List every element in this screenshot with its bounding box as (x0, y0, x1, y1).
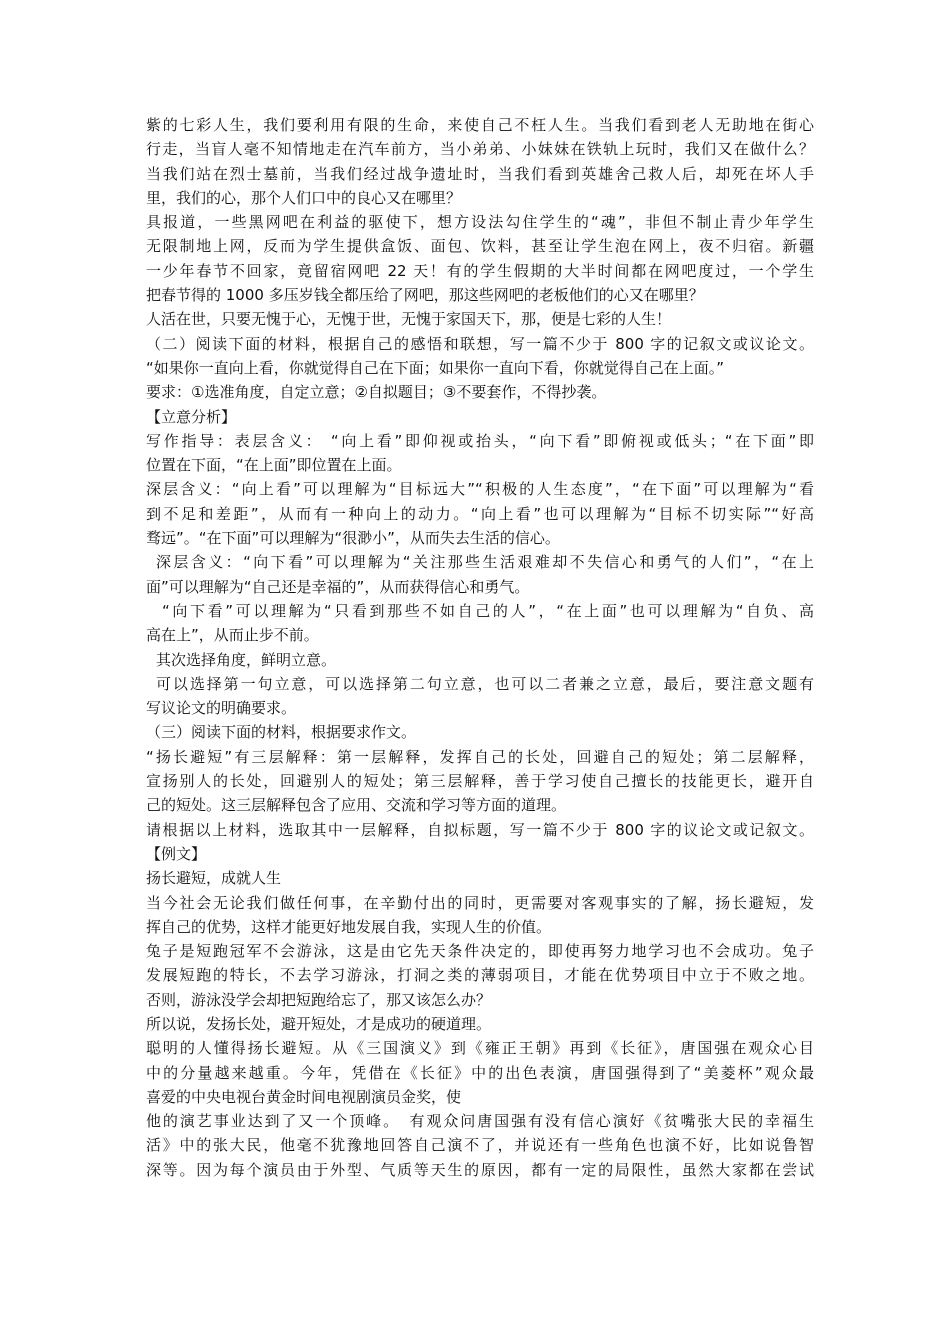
text-line: 聪明的人懂得扬长避短。从《三国演义》到《雍正王朝》再到《长征》，唐国强在观众心目 (146, 1039, 814, 1058)
text-line: 一少年春节不回家，竟留宿网吧 22 天！有的学生假期的大半时间都在网吧度过，一个学生 (146, 261, 814, 280)
text-line: 深等。因为每个演员由于外型、气质等天生的原因，都有一定的局限性，虽然大家都在尝试 (146, 1160, 814, 1179)
text-line: 面”可以理解为“自己还是幸福的”，从而获得信心和勇气。 (146, 577, 530, 596)
text-line: 深层含义：“向下看”可以理解为“关注那些生活艰难却不失信心和勇气的人们”，“在上 (156, 553, 814, 572)
text-line: 紫的七彩人生，我们要利用有限的生命，来使自己不枉人生。当我们看到老人无助地在街心 (146, 116, 814, 134)
text-line: 把春节得的 1000 多压岁钱全都压给了网吧，那这些网吧的老板他们的心又在哪里？ (146, 286, 704, 305)
document-body (146, 113, 814, 1182)
text-line: 宣扬别人的长处，回避别人的短处；第三层解释，善于学习使自己擅长的技能更长，避开自 (146, 772, 814, 791)
text-line: 具报道，一些黑网吧在利益的驱使下，想方设法勾住学生的“魂”，非但不制止青少年学生 (146, 213, 814, 232)
text-line: （二）阅读下面的材料，根据自己的感悟和联想，写一篇不少于 800 字的记叙文或议论文。 (146, 334, 814, 353)
section-heading: 【例文】 (146, 844, 207, 863)
text-line: 深层含义：“向上看”可以理解为“目标远大”“积极的人生态度”，“在下面”可以理解为“看 (146, 480, 814, 499)
text-line: 活》中的张大民，他毫不犹豫地回答自己演不了，并说还有一些角色也演不好，比如说鲁智 (146, 1136, 814, 1155)
text-line: 高在上”，从而止步不前。 (146, 626, 319, 645)
text-line: “如果你一直向上看，你就觉得自己在下面；如果你一直向下看，你就觉得自己在上面。” (146, 358, 725, 377)
text-line: 到不足和差距”，从而有一种向上的动力。“向上看”也可以理解为“目标不切实际”“好高 (146, 504, 814, 523)
text-line: 挥自己的优势，这样才能更好地发展自我，实现人生的价值。 (146, 917, 552, 936)
essay-title: 扬长避短，成就人生 (146, 869, 282, 888)
text-line: 骛远”。“在下面”可以理解为“很渺小”，从而失去生活的信心。 (146, 529, 560, 548)
text-line: 请根据以上材料，选取其中一层解释，自拟标题，写一篇不少于 800 字的议论文或记叙文。 (146, 820, 814, 839)
text-line: 其次选择角度，鲜明立意。 (156, 650, 337, 669)
text-line: 己的短处。这三层解释包含了应用、交流和学习等方面的道理。 (146, 796, 567, 815)
text-line: “向下看”可以理解为“只看到那些不如自己的人”，“在上面”也可以理解为“自负、高 (162, 601, 814, 620)
text-line: 写作指导：表层含义： “向上看”即仰视或抬头，“向下看”即俯视或低头；“在下面”即 (146, 431, 814, 450)
text-line: 行走，当盲人毫不知情地走在汽车前方，当小弟弟、小妹妹在铁轨上玩时，我们又在做什么？ (146, 140, 814, 159)
text-line: 中的分量越来越重。今年，凭借在《长征》中的出色表演，唐国强得到了“美菱杯”观众最 (146, 1063, 814, 1082)
text-line: 里，我们的心，那个人们口中的良心又在哪里？ (146, 188, 462, 207)
text-line: 写议论文的明确要求。 (146, 699, 297, 718)
text-line: “扬长避短”有三层解释：第一层解释，发挥自己的长处，回避自己的短处；第二层解释， (146, 747, 814, 766)
text-line: 位置在下面，“在上面”即位置在上面。 (146, 456, 402, 475)
text-line: 人活在世，只要无愧于心，无愧于世，无愧于家国天下，那，便是七彩的人生！ (146, 310, 672, 329)
text-line: 无限制地上网，反而为学生提供盒饭、面包、饮料，甚至让学生泡在网上，夜不归宿。新疆 (146, 237, 814, 256)
text-line: 发展短跑的特长，不去学习游泳，打洞之类的薄弱项目，才能在优势项目中立于不败之地。 (146, 966, 814, 985)
text-line: 所以说，发扬长处，避开短处，才是成功的硬道理。 (146, 1014, 492, 1033)
text-line: 否则，游泳没学会却把短跑给忘了，那又该怎么办？ (146, 990, 492, 1009)
text-line: 喜爱的中央电视台黄金时间电视剧演员金奖，使 (146, 1087, 462, 1106)
text-line: 当我们站在烈士墓前，当我们经过战争遗址时，当我们看到英雄舍己救人后，却死在坏人手 (146, 164, 814, 183)
text-line: 当今社会无论我们做任何事，在辛勤付出的同时，更需要对客观事实的了解，扬长避短，发 (146, 893, 814, 912)
text-line: （三）阅读下面的材料，根据要求作文。 (146, 723, 417, 742)
text-line: 他的演艺事业达到了又一个顶峰。 有观众问唐国强有没有信心演好《贫嘴张大民的幸福生 (146, 1112, 814, 1131)
text-line: 要求：①选准角度，自定立意；②自拟题目；③不要套作，不得抄袭。 (146, 383, 607, 402)
text-line: 兔子是短跑冠军不会游泳，这是由它先天条件决定的，即使再努力地学习也不会成功。兔子 (146, 942, 814, 961)
text-line: 可以选择第一句立意，可以选择第二句立意，也可以二者兼之立意，最后，要注意文题有 (156, 674, 814, 693)
section-heading: 【立意分析】 (146, 407, 237, 426)
